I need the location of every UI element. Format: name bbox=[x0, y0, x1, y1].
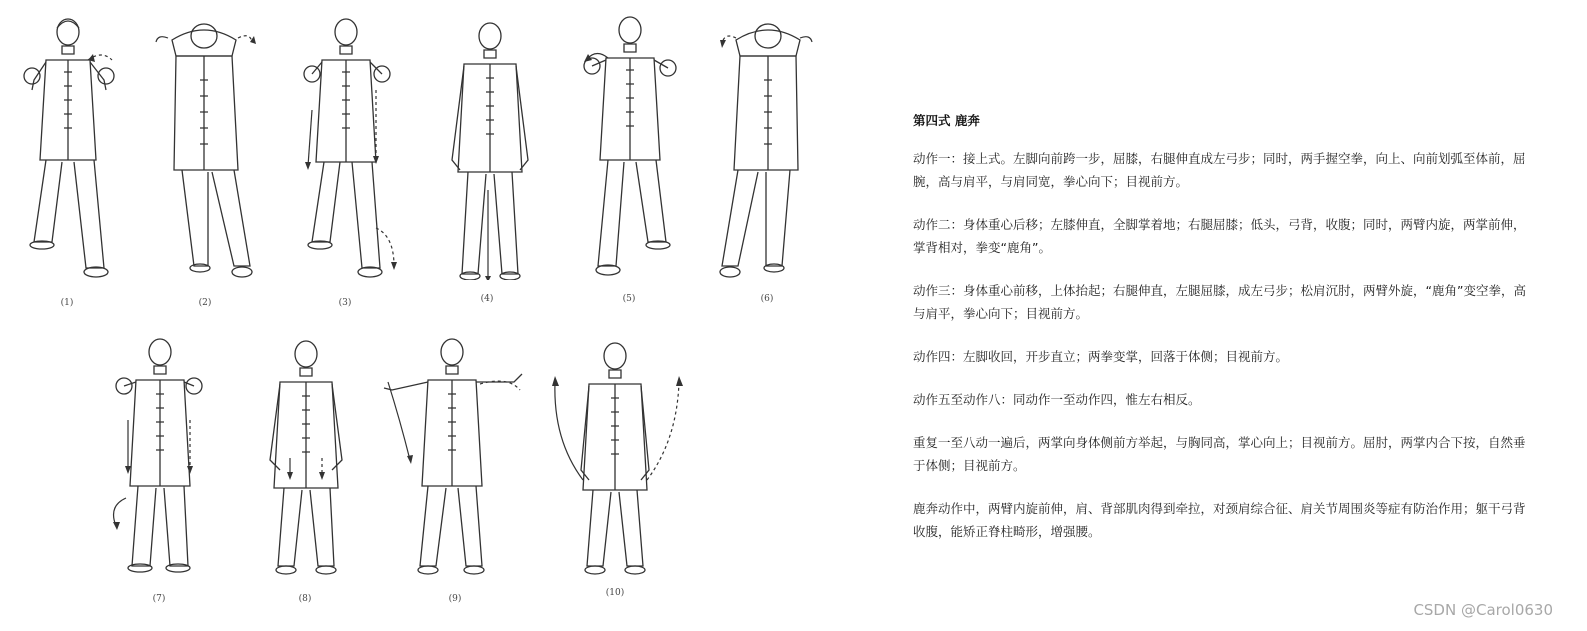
figure-5-drawing bbox=[574, 10, 684, 280]
figure-3 bbox=[290, 10, 400, 308]
figure-9-drawing bbox=[380, 330, 530, 600]
article-text bbox=[913, 111, 1533, 563]
figure-caption: (8) bbox=[298, 594, 312, 604]
figure-caption: (2) bbox=[198, 298, 212, 308]
paragraph: 动作四：左脚收回，开步直立；两拳变掌，回落于体侧；目视前方。 bbox=[913, 349, 1289, 364]
figure-4 bbox=[432, 10, 542, 304]
paragraph: 重复一至八动一遍后，两掌向身体侧前方举起，与胸同高，掌心向上；目视前方。屈肘，两掌内合下按，自然垂于体侧；目视前方。 bbox=[913, 435, 1526, 473]
figure-6-drawing bbox=[712, 10, 822, 280]
figure-7-drawing bbox=[104, 330, 214, 600]
figure-caption: (7) bbox=[152, 594, 166, 604]
figure-6 bbox=[712, 10, 822, 304]
figure-caption: (4) bbox=[480, 294, 494, 304]
figure-2 bbox=[150, 10, 260, 308]
paragraph: 动作一：接上式。左脚向前跨一步，屈膝，右腿伸直成左弓步；同时，两手握空拳，向上、向前划弧至体前，屈腕，高与肩平，与肩同宽，拳心向下；目视前方。 bbox=[913, 151, 1526, 189]
paragraph: 动作三：身体重心前移，上体抬起；右腿伸直，左腿屈膝，成左弓步；松肩沉肘，两臂外旋，“鹿角”变空拳，高与肩平，拳心向下；目视前方。 bbox=[913, 283, 1526, 321]
paragraph: 动作二：身体重心后移；左膝伸直，全脚掌着地；右腿屈膝；低头，弓背，收腹；同时，两臂内旋，两掌前伸，掌背相对，拳变“鹿角”。 bbox=[913, 217, 1526, 255]
figure-4-drawing bbox=[432, 10, 542, 280]
figure-5 bbox=[574, 10, 684, 304]
paragraph: 动作五至动作八：同动作一至动作四，惟左右相反。 bbox=[913, 392, 1201, 407]
figure-caption: (9) bbox=[448, 594, 462, 604]
figure-caption: (1) bbox=[60, 298, 74, 308]
section-title: 第四式 鹿奔 bbox=[913, 113, 980, 128]
figure-caption: (6) bbox=[760, 294, 774, 304]
figure-1 bbox=[12, 10, 122, 308]
figure-7 bbox=[104, 330, 214, 604]
figure-3-drawing bbox=[290, 10, 400, 280]
figure-caption: (10) bbox=[605, 588, 625, 598]
watermark: CSDN @Carol0630 bbox=[1413, 601, 1553, 619]
figure-8 bbox=[250, 330, 360, 604]
figure-10-drawing bbox=[545, 330, 685, 600]
figure-1-drawing bbox=[12, 10, 122, 280]
figure-9 bbox=[380, 330, 530, 604]
figure-2-drawing bbox=[150, 10, 260, 280]
figure-8-drawing bbox=[250, 330, 360, 600]
figure-caption: (5) bbox=[622, 294, 636, 304]
figure-caption: (3) bbox=[338, 298, 352, 308]
figure-10 bbox=[545, 330, 685, 600]
paragraph: 鹿奔动作中，两臂内旋前伸，肩、背部肌肉得到牵拉，对颈肩综合征、肩关节周围炎等症有防治作用；躯干弓背收腹，能矫正脊柱畸形，增强腰。 bbox=[913, 501, 1526, 539]
